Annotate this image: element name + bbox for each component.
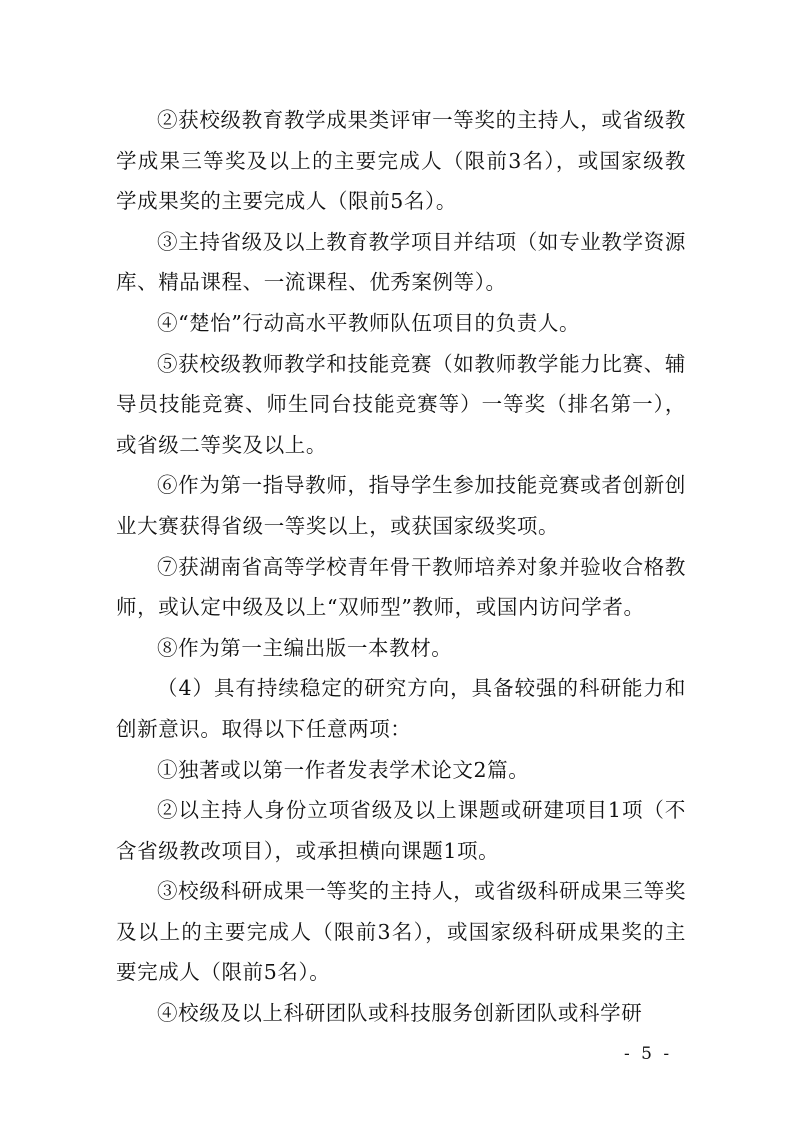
paragraph-research-award: ③校级科研成果一等奖的主持人，或省级科研成果三等奖及以上的主要完成人（限前3名），或国家级科研成果奖的主要完成人（限前5名）。 [116, 879, 686, 985]
paragraph-research-requirement: （4）具有持续稳定的研究方向，具备较强的科研能力和创新意识。取得以下任意两项： [116, 676, 686, 741]
paragraph-young-teacher: ⑦获湖南省高等学校青年骨干教师培养对象并验收合格教师，或认定中级及以上“双师型”教师，或国内访问学者。 [116, 554, 686, 620]
paragraph-teaching-project: ③主持省级及以上教育教学项目并结项（如专业教学资源库、精品课程、一流课程、优秀案例等）。 [116, 229, 686, 295]
paragraph-research-project: ②以主持人身份立项省级及以上课题或研建项目1项（不含省级教改项目），或承担横向课题1项。 [116, 798, 686, 863]
page-number: - 5 - [624, 1044, 673, 1064]
paragraph-student-guidance: ⑥作为第一指导教师，指导学生参加技能竞赛或者创新创业大赛获得省级一等奖以上，或获国家级奖项。 [116, 473, 686, 538]
paragraph-teaching-award: ②获校级教育教学成果类评审一等奖的主持人，或省级教学成果三等奖及以上的主要完成人（限前3名），或国家级教学成果奖的主要完成人（限前5名）。 [116, 108, 686, 214]
paragraph-papers: ①独著或以第一作者发表学术论文2篇。 [157, 757, 530, 782]
paragraph-research-team: ④校级及以上科研团队或科技服务创新团队或科学研 [157, 1001, 643, 1026]
paragraph-chuyi-project: ④“楚怡”行动高水平教师队伍项目的负责人。 [157, 310, 581, 335]
paragraph-teaching-competition: ⑤获校级教师教学和技能竞赛（如教师教学能力比赛、辅导员技能竞赛、师生同台技能竞赛等）一等奖（排名第一），或省级二等奖及以上。 [116, 351, 686, 457]
document-body [116, 100, 686, 1034]
paragraph-textbook: ⑧作为第一主编出版一本教材。 [157, 635, 453, 660]
